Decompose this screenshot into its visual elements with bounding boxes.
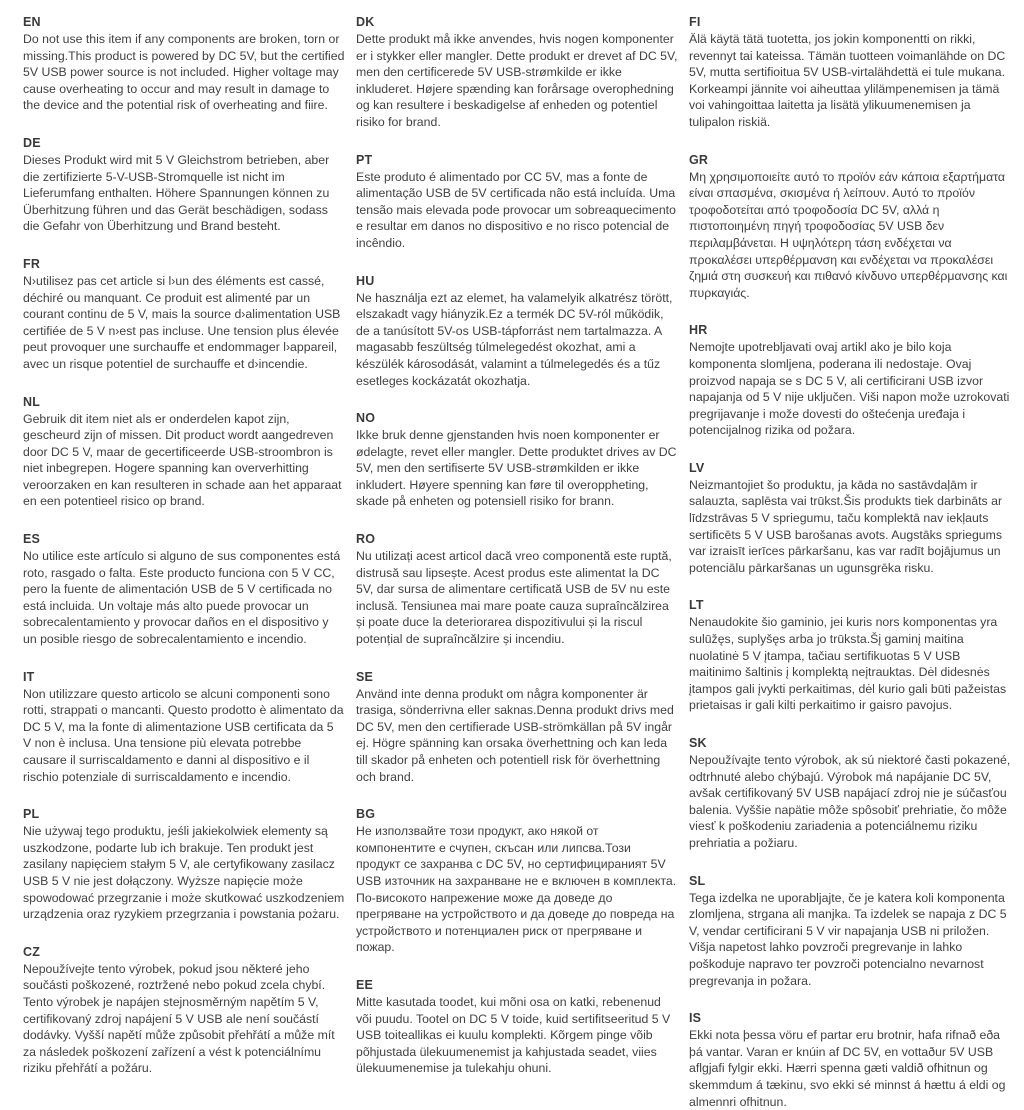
warning-text: Tega izdelka ne uporabljajte, če je katera koli komponenta zlomljena, strgana ali manjka. Ta izdelek se napaja z DC 5 V, vendar certificirani 5 V vir napajanja USB ni priložen. Višja napetost lahko povzroči pregrevanje in lahko poškoduje napravo ter povzroči potencialno nevarnost pregrevanja in požara. <box>689 890 1007 988</box>
language-code: NO <box>356 411 376 426</box>
language-section-dk <box>356 14 678 131</box>
language-code: LV <box>689 460 705 475</box>
language-code: PL <box>23 807 40 822</box>
language-code: HU <box>356 273 375 288</box>
language-section-en <box>23 14 345 114</box>
warning-text: Nu utilizați acest articol dacă vreo componentă este ruptă, distrusă sau lipsește. Acest produs este alimentat la DC 5V, dar sursa de alimentare certificată USB de 5V nu este inclusă. Tensiunea mai mare poate cauza supraîncălzirea și poate duce la deteriorarea dispozitivului și la riscul potențial de supraîncălzire și incendiu. <box>356 549 672 647</box>
language-code: SE <box>356 669 374 684</box>
language-section-lv <box>689 460 1011 577</box>
language-code: SK <box>689 736 707 750</box>
language-section-sl <box>689 873 1011 990</box>
warning-text: Nepoužívejte tento výrobek, pokud jsou některé jeho součásti poškozené, roztržené nebo pokud zcela chybí. Tento výrobek je napájen stejnosměrným napětím 5 V, certifikovaný zdroj napájení 5 V USB ale není součástí dodávky. Vyšší napětí může způsobit přehřátí a může mít za následek poškození zařízení a vést k potenciálnímu riziku přehřátí a požáru. <box>23 961 335 1076</box>
language-section-hu <box>356 273 678 390</box>
language-section-cz <box>23 944 345 1077</box>
language-section-fi <box>689 14 1011 131</box>
warning-text: Μη χρησιμοποιείτε αυτό το προϊόν εάν κάποια εξαρτήματα είναι σπασμένα, σκισμένα ή λείπουν. Αυτό το προϊόν τροφοδοτείται από τροφοδοσία DC 5V, αλλά η πιστοποιημένη πηγή τροφοδοσίας 5V USB δεν περιλαμβάνεται. Η υψηλότερη τάση ενδέχεται να προκαλέσει υπερθέρμανση και ενδέχεται να προκαλέσει ζημιά στη συσκευή και πιθανό κίνδυνο υπερθέρμανσης και πυρκαγιάς. <box>689 169 1008 300</box>
language-section-es <box>23 531 345 648</box>
warning-text: Ne használja ezt az elemet, ha valamelyik alkatrész törött, elszakadt vagy hiányzik.Ez a termék DC 5V-ról működik, de a tanúsított 5V-os USB-tápforrást nem tartalmazza. A magasabb feszültség túlmelegedést okozhat, ami a készülék károsodását, valamint a túlmelegedés és a tűz esetleges kockázatát okozhatja. <box>356 290 673 388</box>
warning-text: Non utilizzare questo articolo se alcuni componenti sono rotti, strappati o mancanti. Questo prodotto è alimentato da DC 5 V, ma la fonte di alimentazione USB certificata da 5 V non è inclusa. Una tensione più elevata potrebbe causare il surriscaldamento e danni al dispositivo e il rischio potenziale di surriscaldamento e incendio. <box>23 686 344 784</box>
warning-text: Nie używaj tego produktu, jeśli jakiekolwiek elementy są uszkodzone, podarte lub ich brakuje. Ten produkt jest zasilany napięciem stałym 5 V, ale certyfikowany zasilacz USB 5 V nie jest dołączony. Wyższe napięcie może spowodować przegrzanie i może skutkować uszkodzeniem urządzenia oraz ryzykiem przegrzania i powstania pożaru. <box>23 824 345 922</box>
language-code: EN <box>23 15 41 29</box>
language-code: FR <box>23 256 41 271</box>
language-section-pt <box>356 152 678 252</box>
warning-text: Använd inte denna produkt om några komponenter är trasiga, sönderrivna eller saknas.Denna produkt drivs med DC 5V, men den certifierade USB-strömkällan på 5V ingår ej. Högre spänning kan orsaka överhettning och kan leda till skador på enheten och potentiell risk för överhettning och brand. <box>356 686 674 784</box>
warning-text: Gebruik dit item niet als er onderdelen kapot zijn, gescheurd zijn of missen. Dit product wordt aangedreven door DC 5 V, maar de gecertificeerde USB-stroombron is niet inbegrepen. Hogere spanning kan oververhitting veroorzaken en kan resulteren in schade aan het apparaat en een potentieel risico op brand. <box>23 411 342 509</box>
language-code: FI <box>689 15 701 29</box>
language-section-no <box>356 410 678 510</box>
language-code: CZ <box>23 944 41 959</box>
language-section-hr <box>689 322 1011 439</box>
language-code: GR <box>689 152 709 167</box>
warning-text: No utilice este artículo si alguno de sus componentes está roto, rasgado o falta. Este producto funciona con 5 V CC, pero la fuente de alimentación USB de 5 V certificada no está incluida. Un voltaje más alto puede provocar un sobrecalentamiento y provocar daños en el dispositivo y un posible riesgo de sobrecalentamiento e incendio. <box>23 549 341 647</box>
warning-text: Mitte kasutada toodet, kui mõni osa on katki, rebenenud või puudu. Tootel on DC 5 V toide, kuid sertifitseeritud 5 V USB toiteallikas ei kuulu komplekti. Kõrgem pinge võib põhjustada ülekuumenemist ja kahjustada seadet, viies ülekuumenemise ja tulekahju ohuni. <box>356 994 671 1076</box>
warning-text: Älä käytä tätä tuotetta, jos jokin komponentti on rikki, revennyt tai kateissa. Tämän tuotteen voimanlähde on DC 5V, mutta sertifioitua 5V USB-virtalähdettä ei tule mukana. Korkeampi jännite voi aiheuttaa ylilämpenemisen ja tämä voi vahingoittaa laitetta ja lisätä ylikuumenemisen ja tulipalon riskiä. <box>689 32 1006 129</box>
language-section-it <box>23 669 345 786</box>
language-code: BG <box>356 807 376 822</box>
language-code: NL <box>23 394 41 409</box>
warning-text: Nemojte upotrebljavati ovaj artikl ako je bilo koja komponenta slomljena, poderana ili nedostaje. Ovaj proizvod napaja se s DC 5 V, ali certificirani USB izvor napajanja od 5 V nije uključen. Viši napon može uzrokovati pregrijavanje i može dovesti do oštećenja uređaja i potencijalnog rizika od požara. <box>689 340 1010 438</box>
language-code: ES <box>23 532 41 547</box>
language-section-nl <box>23 394 345 511</box>
language-section-de <box>23 135 345 235</box>
language-section-bg <box>356 806 678 956</box>
language-section-se <box>356 669 678 786</box>
warning-text: Do not use this item if any components are broken, torn or missing.This product is powered by DC 5V, but the certified 5V USB power source is not included. Higher voltage may cause overheating to occur and may result in damage to the device and the potential risk of overheating and fiire. <box>23 32 345 113</box>
language-section-gr <box>689 152 1011 302</box>
warning-text: Ikke bruk denne gjenstanden hvis noen komponenter er ødelagte, revet eller mangler. Dette produktet drives av DC 5V, men den sertifiserte 5V USB-strømkilden er ikke inkludert. Høyere spenning kan føre til overoppheting, skade på enheten og potensiell risiko for brann. <box>356 428 677 509</box>
language-section-sk <box>689 735 1011 852</box>
warning-text: Dieses Produkt wird mit 5 V Gleichstrom betrieben, aber die zertifizierte 5-V-USB-Stromquelle ist nicht im Lieferumfang enthalten. Höhere Spannungen können zu Überhitzung führen und das Gerät beschädigen, sodass die Gefahr von Überhitzung und Brand besteht. <box>23 152 330 234</box>
language-section-lt <box>689 597 1011 714</box>
warning-text: N›utilisez pas cet article si l›un des éléments est cassé, déchiré ou manquant. Ce produit est alimenté par un courant continu de 5 V, mais la source d›alimentation USB certifiée de 5 V n›est pas incluse. Une tension plus élevée peut provoquer une surchauffe et endommager l›appareil, avec un risque potentiel de surchauffe et d›incendie. <box>23 273 341 371</box>
warning-text: Nepoužívajte tento výrobok, ak sú niektoré časti pokazené, odtrhnuté alebo chýbajú. Výrobok má napájanie DC 5V, avšak certifikovaný 5V USB napájací zdroj nie je súčasťou balenia. Vyššie napätie môže spôsobiť prehriatie, čo môže viesť k poškodeniu zariadenia a potenciálnemu riziku prehriatia a požiaru. <box>689 753 1011 850</box>
language-code: DK <box>356 15 375 29</box>
warning-text: Neizmantojiet šo produktu, ja kāda no sastāvdaļām ir salauzta, saplēsta vai trūkst.Šis produkts tiek darbināts ar līdzstrāvas 5 V spriegumu, taču komplektā nav iekļauts sertificēts 5 V USB barošanas avots. Augstāks spriegums var izraisīt ierīces pārkaršanu, kas var radīt bojājumus un potenciālu pārkaršanas un ugunsgrēka risku. <box>689 477 1003 575</box>
language-code: IS <box>689 1011 702 1026</box>
language-code: DE <box>23 135 41 150</box>
language-code: HR <box>689 323 708 338</box>
language-section-ro <box>356 531 678 648</box>
column-2 <box>356 14 678 1076</box>
language-code: RO <box>356 532 376 547</box>
column-1 <box>23 14 345 1076</box>
warning-text: Dette produkt må ikke anvendes, hvis nogen komponenter er i stykker eller mangler. Dette produkt er drevet af DC 5V, men den certificerede 5V USB-strømkilde er ikke inkluderet. Højere spænding kan forårsage overophedning og kan resultere i beskadigelse af enheden og potentiel risiko for brand. <box>356 32 678 129</box>
language-section-fr <box>23 256 345 373</box>
warning-text: Este produto é alimentado por CC 5V, mas a fonte de alimentação USB de 5V certificada não está incluída. Uma tensão mais elevada pode provocar um sobreaquecimento e resultar em danos no dispositivo e no risco potencial de incêndio. <box>356 169 676 250</box>
language-section-ee <box>356 977 678 1077</box>
language-code: LT <box>689 598 704 613</box>
column-3 <box>689 14 1011 1109</box>
language-section-pl <box>23 806 345 923</box>
warning-text: Не използвайте този продукт, ако някой от компонентите е счупен, скъсан или липсва.Този продукт се захранва с DC 5V, но сертифицираният 5V USB източник на захранване не е включен в комплекта. По-високото напрежение може да доведе до прегряване на устройството и да доведе до повреда на устройството и потенциален риск от прегряване и пожар. <box>356 824 677 955</box>
language-code: SL <box>689 873 706 888</box>
language-section-is <box>689 1010 1011 1110</box>
language-code: EE <box>356 977 374 992</box>
warning-text: Nenaudokite šio gaminio, jei kuris nors komponentas yra sulūžęs, suplyšęs arba jo trūksta.Šį gaminį maitina nuolatinė 5 V įtampa, tačiau sertifikuotas 5 V USB maitinimo šaltinis į komplektą neįtrauktas. Dėl didesnės įtampos gali įvykti perkaitimas, dėl kurio gali būti pažeistas prietaisas ir gali kilti perkaitimo ir gaisro pavojus. <box>689 615 1007 713</box>
language-code: PT <box>356 152 373 167</box>
language-code: IT <box>23 669 35 684</box>
warning-text: Ekki nota þessa vöru ef partar eru brotnir, hafa rifnað eða þá vantar. Varan er knúin af DC 5V, en vottaður 5V USB aflgjafi fylgir ekki. Hærri spenna gæti valdið ofhitnun og skemmdum á tækinu, svo ekki sé minnst á hættu á eldi og almennri ofhitnun. <box>689 1028 1006 1109</box>
